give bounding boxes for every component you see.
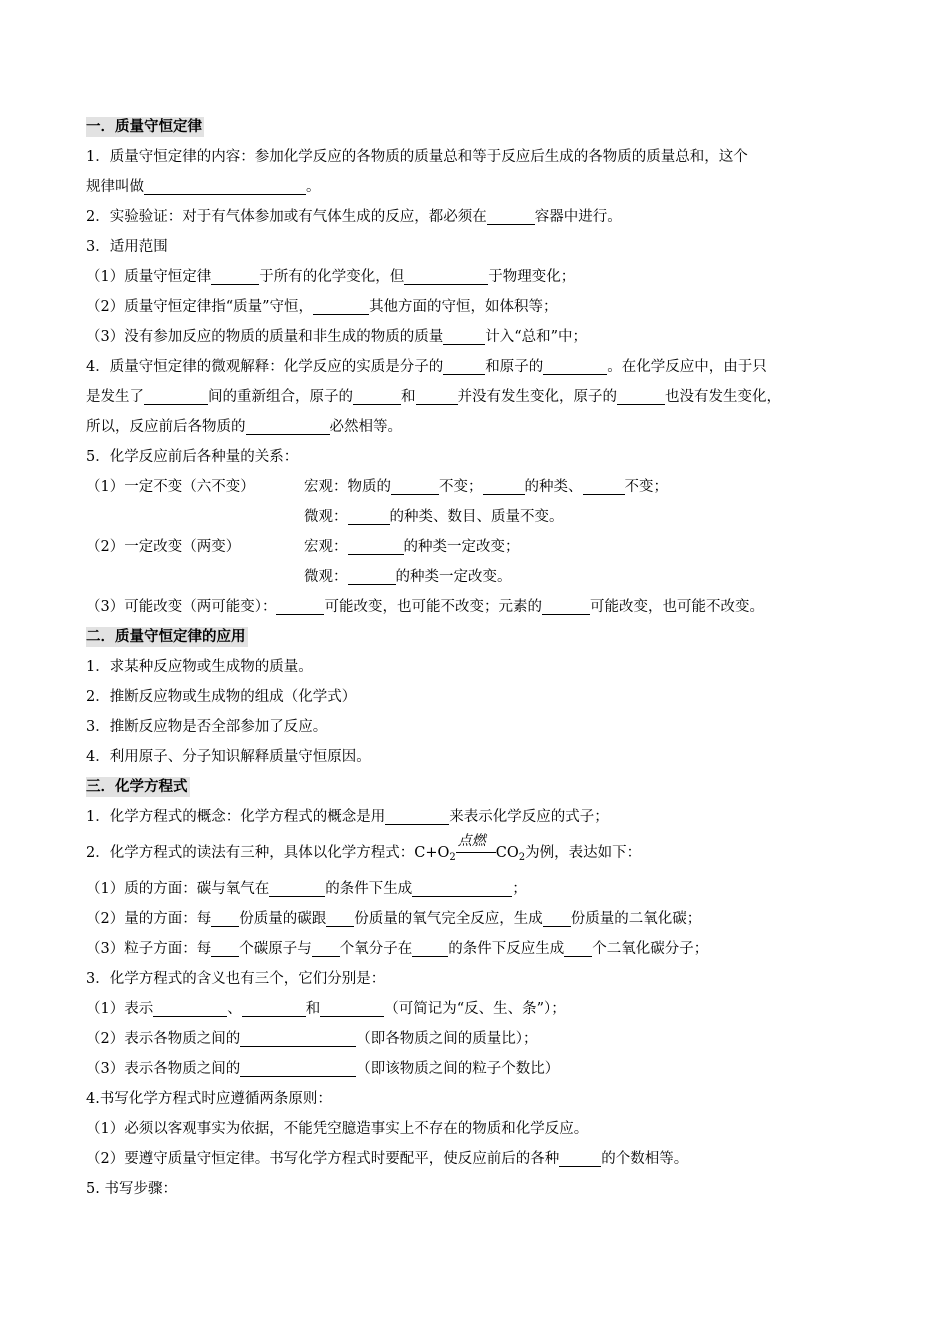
s1-line-5d: 微观： 的种类一定改变。 (86, 562, 876, 592)
s3-meaning-2: （2）表示各物质之间的 （即各物质之间的质量比）； (86, 1024, 876, 1054)
s3-principle-2: （2）要遵守质量守恒定律。书写化学方程式时要配平，使反应前后的各种 的个数相等。 (86, 1144, 876, 1174)
s1-line-5c: （2）一定改变（两变） 宏观： 的种类一定改变； (86, 532, 876, 562)
blank (240, 1028, 356, 1047)
s1-line-1b: 规律叫做 。 (86, 172, 876, 202)
document-page (86, 112, 876, 1204)
s1-line-4a: 4．质量守恒定律的微观解释：化学反应的实质是分子的 和原子的 。在化学反应中，由于只 (86, 352, 876, 382)
blank (443, 326, 485, 345)
s1-line-5a: （1）一定不变（六不变） 宏观：物质的 不变； 的种类、 不变； (86, 472, 876, 502)
s1-line-5b: 微观： 的种类、数目、质量不变。 (86, 502, 876, 532)
s2-item: 4．利用原子、分子知识解释质量守恒原因。 (86, 749, 371, 765)
blank (617, 386, 665, 405)
blank (404, 266, 488, 285)
blank (348, 536, 404, 555)
blank (542, 596, 590, 615)
blank (391, 476, 439, 495)
blank (240, 1058, 356, 1077)
blank (443, 356, 485, 375)
blank (246, 416, 330, 435)
s3-line-1: 1．化学方程式的概念：化学方程式的概念是用 来表示化学反应的式子； (86, 802, 876, 832)
s1-line-4b: 是发生了 间的重新组合，原子的 和 并没有发生变化，原子的 也没有发生变化， (86, 382, 876, 412)
s3-line-4: 4.书写化学方程式时应遵循两条原则： (86, 1091, 332, 1107)
s3-read-3: （3）粒子方面：每 个碳原子与 个氧分子在 的条件下反应生成 个二氧化碳分子； (86, 934, 876, 964)
blank (276, 596, 324, 615)
blank (353, 386, 401, 405)
blank (543, 908, 571, 927)
s1-line-3a: （1）质量守恒定律 于所有的化学变化，但 于物理变化； (86, 262, 876, 292)
s1-line-3c: （3）没有参加反应的物质的质量和非生成的物质的质量 计入“总和”中； (86, 322, 876, 352)
s1-line-5: 5．化学反应前后各种量的关系： (86, 449, 299, 465)
blank (543, 356, 607, 375)
blank (348, 506, 390, 525)
blank (385, 806, 449, 825)
s3-meaning-1: （1）表示 、 和 （可简记为“反、生、条”）； (86, 994, 876, 1024)
s3-line-5: 5. 书写步骤： (86, 1181, 177, 1197)
blank (242, 998, 306, 1017)
s1-line-5e: （3）可能改变（两可能变）： 可能改变，也可能不改变；元素的 可能改变，也可能不改变。 (86, 592, 876, 622)
blank (483, 476, 525, 495)
blank (144, 176, 306, 195)
s1-line-1a: 1．质量守恒定律的内容：参加化学反应的各物质的质量总和等于反应后生成的各物质的质量总和，这个 (86, 149, 748, 165)
blank (559, 1148, 601, 1167)
reaction-arrow (456, 832, 496, 874)
s1-line-4c: 所以，反应前后各物质的 必然相等。 (86, 412, 876, 442)
s1-line-3b: （2）质量守恒定律指“质量”守恒， 其他方面的守恒，如体积等； (86, 292, 876, 322)
s3-line-2: 2．化学方程式的读法有三种，具体以化学方程式：$C+O_2$ 点燃 $CO_2$为例，表达如下： (86, 832, 876, 874)
blank (416, 386, 458, 405)
s3-principle-1: （1）必须以客观事实为依据，不能凭空臆造事实上不存在的物质和化学反应。 (86, 1121, 589, 1137)
blank (211, 266, 259, 285)
reaction-condition: 点燃 (457, 833, 486, 849)
s2-item: 3．推断反应物是否全部参加了反应。 (86, 719, 328, 735)
blank (211, 908, 239, 927)
s3-meaning-3: （3）表示各物质之间的 （即该物质之间的粒子个数比） (86, 1054, 876, 1084)
s1-line-3: 3．适用范围 (86, 239, 168, 255)
blank (412, 878, 512, 897)
blank (412, 938, 448, 957)
blank (144, 386, 208, 405)
blank (326, 908, 354, 927)
s1-line-2: 2．实验验证：对于有气体参加或有气体生成的反应，都必须在 容器中进行。 (86, 202, 876, 232)
section-1-title: 一．质量守恒定律 (86, 118, 202, 135)
blank (313, 296, 369, 315)
blank (564, 938, 592, 957)
blank (320, 998, 384, 1017)
blank (348, 566, 396, 585)
blank (211, 938, 239, 957)
s2-item: 2．推断反应物或生成物的组成（化学式） (86, 689, 357, 705)
section-3-title: 三．化学方程式 (86, 778, 188, 795)
blank (312, 938, 340, 957)
section-2-title: 二．质量守恒定律的应用 (86, 628, 246, 645)
blank (153, 998, 227, 1017)
blank (583, 476, 625, 495)
s3-read-2: （2）量的方面：每 份质量的碳跟 份质量的氧气完全反应，生成 份质量的二氧化碳； (86, 904, 876, 934)
s3-line-3: 3．化学方程式的含义也有三个，它们分别是： (86, 971, 386, 987)
blank (269, 878, 325, 897)
s2-item: 1．求某种反应物或生成物的质量。 (86, 659, 313, 675)
blank (487, 206, 535, 225)
s3-read-1: （1）质的方面：碳与氧气在 的条件下生成 ； (86, 874, 876, 904)
